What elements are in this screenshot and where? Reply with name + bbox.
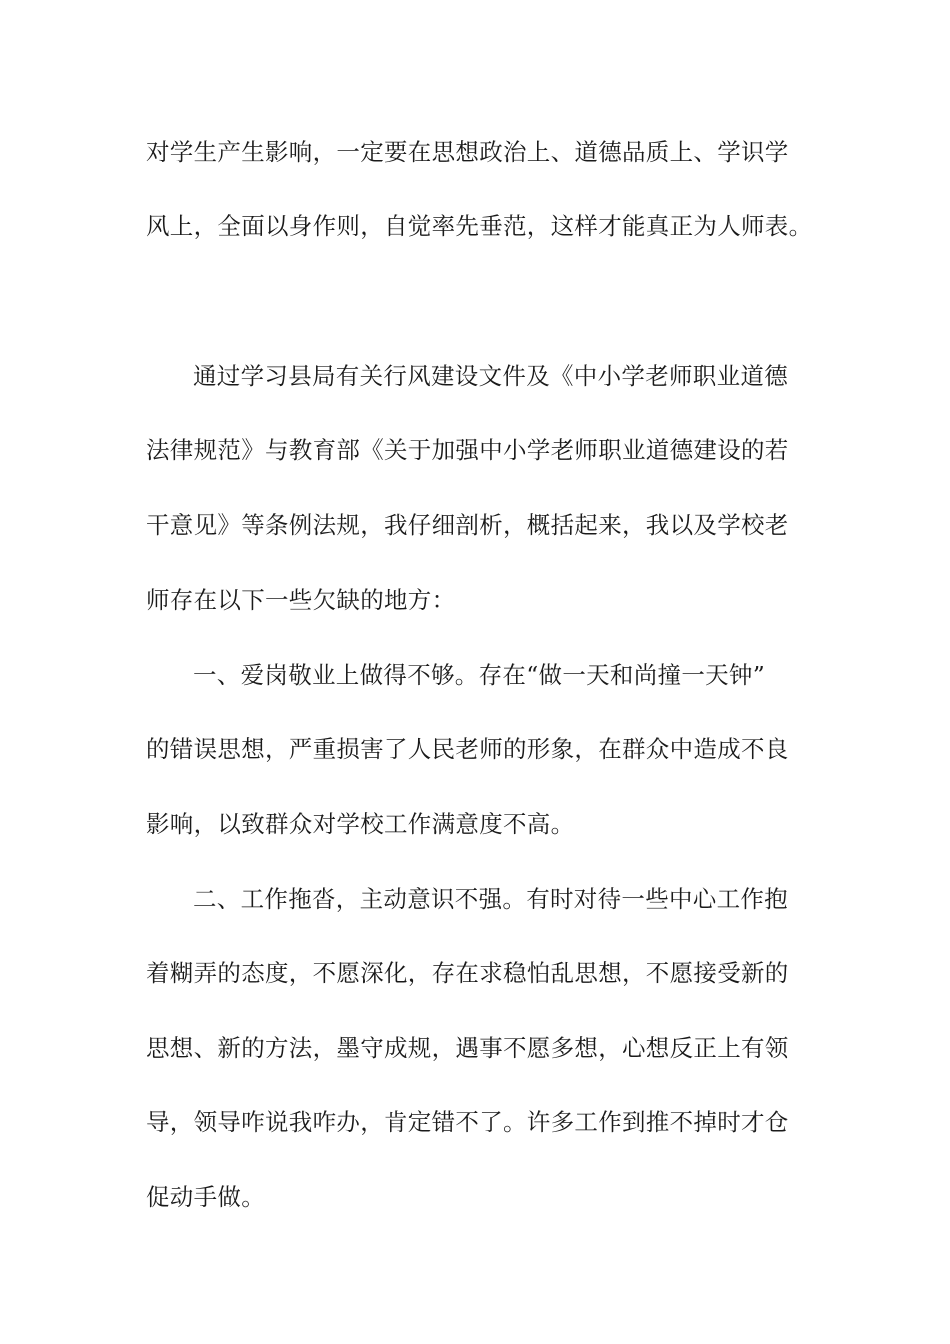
text-line: 导，领导咋说我咋办，肯定错不了。许多工作到推不掉时才仓	[146, 1108, 789, 1136]
text-line: 师存在以下一些欠缺的地方：	[146, 586, 456, 614]
text-line: 干意见》等条例法规，我仔细剖析，概括起来，我以及学校老	[146, 511, 789, 539]
text-line: 风上，全面以身作则，自觉率先垂范，这样才能真正为人师表。	[146, 212, 813, 240]
text-line: 的错误思想，严重损害了人民老师的形象，在群众中造成不良	[146, 735, 789, 763]
text-line: 影响，以致群众对学校工作满意度不高。	[146, 810, 575, 838]
paragraph-first-line: 一、爱岗敬业上做得不够。存在“做一天和尚撞一天钟”	[193, 661, 766, 689]
paragraph-first-line: 通过学习县局有关行风建设文件及《中小学老师职业道德	[193, 362, 788, 390]
paragraph-first-line: 二、工作拖沓，主动意识不强。有时对待一些中心工作抱	[193, 885, 788, 913]
text-line: 思想、新的方法，墨守成规，遇事不愿多想，心想反正上有领	[146, 1034, 789, 1062]
text-line: 对学生产生影响，一定要在思想政治上、道德品质上、学识学	[146, 138, 789, 166]
text-line: 促动手做。	[146, 1183, 265, 1211]
text-line: 着糊弄的态度，不愿深化，存在求稳怕乱思想，不愿接受新的	[146, 959, 789, 987]
text-line: 法律规范》与教育部《关于加强中小学老师职业道德建设的若	[146, 436, 789, 464]
